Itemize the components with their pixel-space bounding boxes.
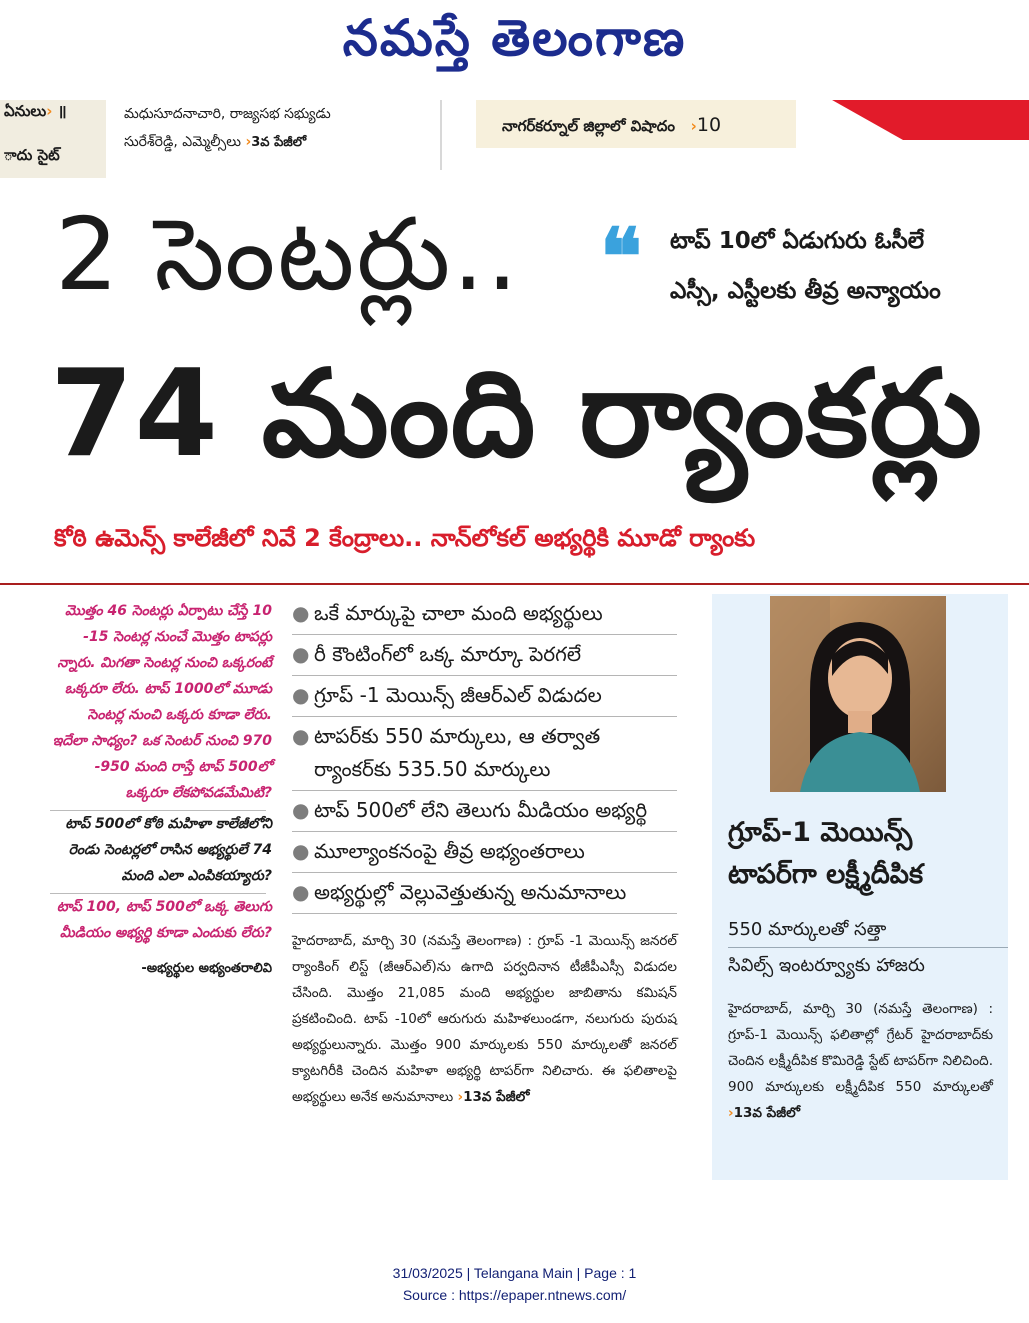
highlights-list	[292, 594, 677, 914]
bullet-icon: ●	[292, 880, 310, 904]
chevron-right-icon: ›	[728, 1105, 734, 1121]
top-story-line-1: మధుసూదనాచారి, రాజ్యసభ సభ్యుడు	[124, 106, 331, 122]
top-link-left[interactable]	[0, 100, 106, 178]
footer-source-link[interactable]: Source : https://epaper.ntnews.com/	[402, 1287, 627, 1303]
top-link-left-divider: ॥	[57, 102, 67, 120]
chevron-right-icon: ›	[46, 102, 53, 120]
chevron-right-icon: ›	[680, 117, 697, 135]
page-footer	[0, 1262, 1029, 1306]
bullet-icon: ●	[292, 798, 310, 822]
article-text: హైదరాబాద్, మార్చి 30 (నమస్తే తెలంగాణ) : గ్రూప్ -1 మెయిన్స్ జనరల్ ర్యాంకింగ్ లిస్ట్ (జీఆర్ఎల్)ను ఉగాది పర్వదినాన టీజీపీఎస్సీ విడుదల చేసింది. మొత్తం 21,085 మంది అభ్యర్థుల జాబితాను కమిషన్ ప్రకటించింది. టాప్ -10లో ఆరుగురు మహిళలుండగా, నలుగురు పురుష అభ్యర్థులున్నారు. మొత్తం 900 మార్కులకు 550 మార్కులతో జనరల్ క్యాటగిరీకి చెందిన మహిళా అభ్యర్థి టాపర్‌గా నిలిచారు. ఈ ఫలితాలపై అభ్యర్థులు అనేక అనుమానాలు	[292, 933, 677, 1105]
section-rule	[0, 583, 1029, 585]
headline-line-1: 2 సెంటర్లు..	[55, 196, 520, 313]
list-item: ● టాపర్‌కు 550 మార్కులు, ఆ తర్వాత ర్యాంకర్‌కు 535.50 మార్కులు	[292, 717, 677, 791]
top-link-left-text-1: ఏనులు	[4, 102, 47, 120]
top-story-page-ref[interactable]: 3వ పేజీలో	[251, 135, 307, 150]
chevron-right-icon: ›	[245, 134, 252, 150]
top-story-teaser[interactable]	[124, 100, 444, 157]
newspaper-logo: నమస్తే తెలంగాణ	[342, 8, 687, 67]
promo-page-number: 10	[696, 114, 722, 136]
top-link-left-text-2: ాదు సైట్	[4, 146, 60, 164]
bullet-icon: ●	[292, 839, 310, 863]
subheadline: కోఠి ఉమెన్స్ కాలేజీలో నివే 2 కేంద్రాలు.. నాన్‌లోకల్ అభ్యర్థికి మూడో ర్యాంకు	[54, 524, 756, 552]
promo-text: నాగర్‌కర్నూల్ జిల్లాలో విషాదం	[502, 117, 675, 135]
topper-photo	[770, 596, 946, 792]
profile-text: హైదరాబాద్, మార్చి 30 (నమస్తే తెలంగాణ) : గ్రూప్-1 మెయిన్స్ ఫలితాల్లో గ్రేటర్ హైదరాబాద్‌కు చెందిన లక్ష్మీదీపిక కొమిరెడ్డి స్టేట్ టాపర్‌గా నిలిచింది. 900 మార్కులకు లక్ష్మీదీపిక 550 మార్కులతో	[728, 1001, 993, 1095]
article-body	[292, 928, 677, 1110]
profile-title: గ్రూప్-1 మెయిన్స్ టాపర్‌గా లక్ష్మీదీపిక	[728, 817, 924, 890]
red-banner-shape	[800, 100, 1029, 140]
list-item: ● రీ కౌంటింగ్‌లో ఒక్క మార్కూ పెరగలే	[292, 635, 677, 676]
headline-line-2: 74 మంది ర్యాంకర్లు	[50, 345, 983, 484]
objection-para-3: టాప్ 100, టాప్ 500లో ఒక్క తెలుగు మీడియం అభ్యర్థి కూడా ఎందుకు లేరు?	[56, 899, 272, 941]
list-item: ● ఒకే మార్కుపై చాలా మంది అభ్యర్థులు	[292, 594, 677, 635]
article-continue-link[interactable]: 13వ పేజీలో	[463, 1089, 530, 1105]
quote-icon: ❝	[600, 212, 642, 303]
objection-para-1: మొత్తం 46 సెంటర్లు ఏర్పాటు చేస్తే 10 -15 సెంటర్ల నుంచే మొత్తం టాపర్లు న్నారు. మిగతా సెంటర్ల నుంచి ఒక్కరంటే ఒక్కరూ లేరు. టాప్ 1000లో మూడు సెంటర్ల నుంచి ఒక్కరు కూడా లేరు. ఇదేలా సాధ్యం? ఒక సెంటర్ నుంచి 970 -950 మంది రాస్తే టాప్ 500లో ఒక్కరూ లేకపోవడమేమిటి?	[52, 603, 272, 801]
list-item: ● అభ్యర్థుల్లో వెల్లువెత్తుతున్న అనుమానాలు	[292, 873, 677, 914]
bullet-icon: ●	[292, 601, 310, 625]
masthead	[0, 0, 1029, 80]
list-item: ● టాప్ 500లో లేని తెలుగు మీడియం అభ్యర్థి	[292, 791, 677, 832]
profile-body	[728, 996, 993, 1126]
quote-line-1: టాప్ 10లో ఏడుగురు ఓసీలే	[670, 228, 925, 254]
column-divider	[440, 100, 442, 170]
footer-edition-info: 31/03/2025 | Telangana Main | Page : 1	[392, 1265, 637, 1281]
headline-quote	[670, 216, 941, 316]
objections-sidebar	[50, 598, 272, 986]
list-item: ● మూల్యాంకనంపై తీవ్ర అభ్యంతరాలు	[292, 832, 677, 873]
bullet-icon: ●	[292, 724, 310, 748]
chevron-right-icon: ›	[457, 1089, 464, 1105]
top-story-line-2: సురేశ్‌రెడ్డి, ఎమ్మెల్సీలు	[124, 134, 242, 150]
profile-sub-1: 550 మార్కులతో సత్తా	[728, 912, 1008, 948]
objection-para-2: టాప్ 500లో కోఠి మహిళా కాలేజీలోని రెండు సెంటర్లలో రాసిన అభ్యర్థులే 74 మంది ఎలా ఎంపికయ్యారు?	[65, 816, 272, 884]
profile-sub-2: సివిల్స్ ఇంటర్వ్యూకు హాజరు	[728, 955, 925, 976]
bullet-icon: ●	[292, 642, 310, 666]
profile-subtitle	[728, 912, 1008, 983]
list-item: ● గ్రూప్ -1 మెయిన్స్ జీఆర్ఎల్ విడుదల	[292, 676, 677, 717]
sidebar-byline: -అభ్యర్థుల అభ్యంతరాలివి	[141, 961, 272, 976]
promo-teaser[interactable]	[476, 100, 796, 148]
quote-line-2: ఎస్సీ, ఎస్టీలకు తీవ్ర అన్యాయం	[670, 278, 941, 304]
profile-continue-link[interactable]: 13వ పేజీలో	[733, 1105, 801, 1121]
bullet-icon: ●	[292, 683, 310, 707]
